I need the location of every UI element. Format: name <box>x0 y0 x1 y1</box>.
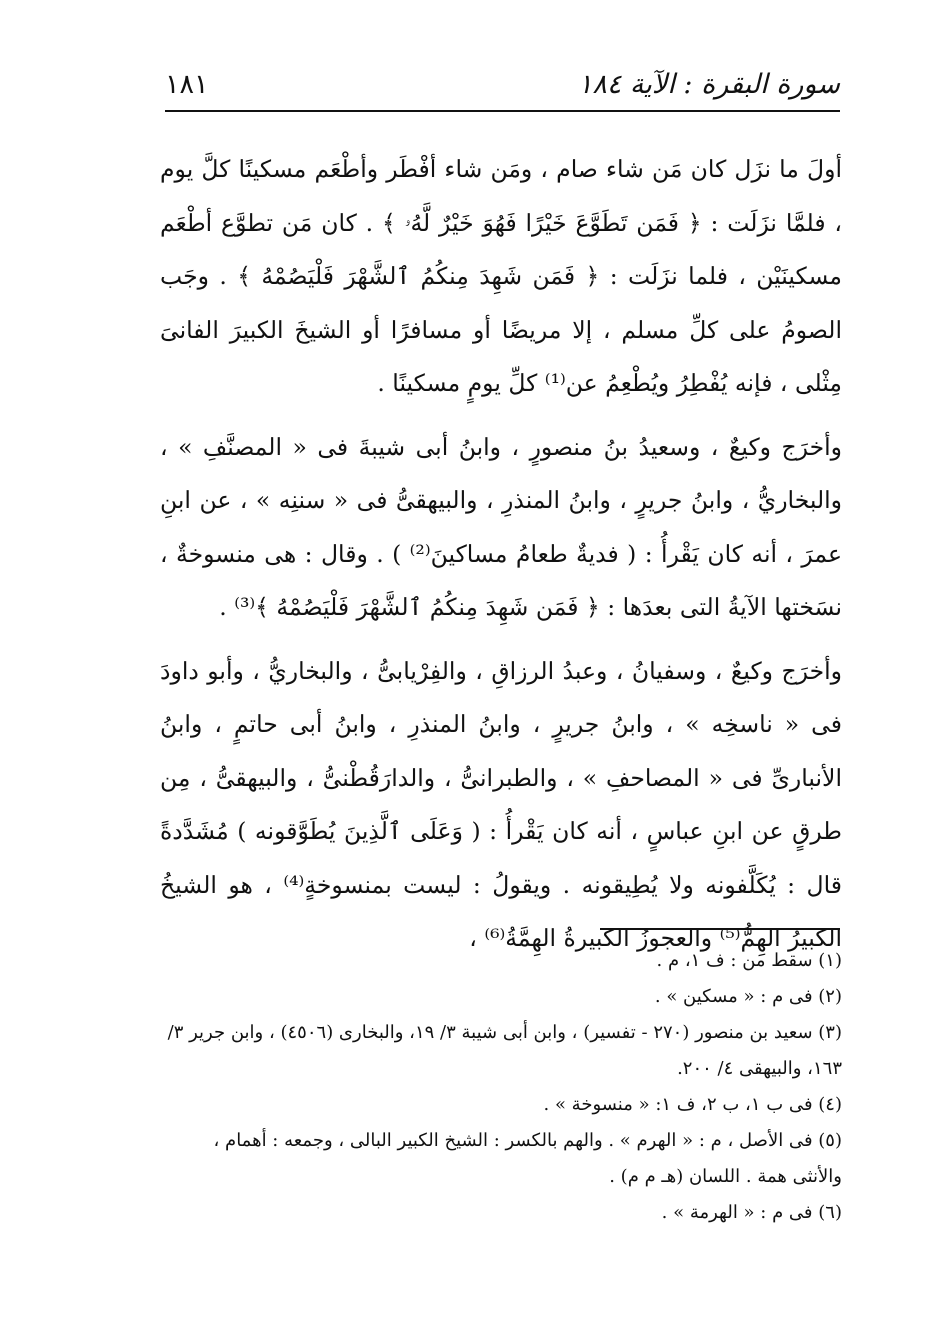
page-number: ١٨١ <box>165 68 209 100</box>
footnote: (٤) فى ب ١، ب ٢، ف ١: « منسوخة » . <box>543 1094 842 1115</box>
paragraph: وأخرَج وكيعٌ ، وسفيانُ ، وعبدُ الرزاقِ ، والفِرْيابىُّ ، والبخاريُّ ، وأبو داودَ فى « ناسخِه » ، وابنُ جريرٍ ، وابنُ المنذرِ ، وابنُ أبى حاتمٍ ، وابنُ الأنبارىِّ فى « المصاحفِ » ، والطبرانىُّ ، والدارَقُطْنىُّ ، والبيهقىُّ ، مِن طرقٍ عن ابنِ عباسٍ ، أنه كان يَقْرأُ : ( وَعَلَى ٱلَّذِينَ يُطَوَّقونه ) مُشَدَّدةً قال : يُكَلَّفونه ولا يُطِيقونه . ويقولُ : ليست بمنسوخةٍ⁽⁴⁾ ، هو الشيخُ الكبيرُ الهِمُّ⁽⁵⁾ والعجوزُ الكبيرةُ الهِمَّةُ⁽⁶⁾ ، <box>160 656 842 952</box>
paragraph: وأخرَج وكيعٌ ، وسعيدُ بنُ منصورٍ ، وابنُ أبى شيبةَ فى « المصنَّفِ » ، والبخاريُّ ، وابنُ جريرٍ ، وابنُ المنذرِ ، والبيهقىُّ فى « سننِه » ، عن ابنِ عمرَ ، أنه كان يَقْرأُ : ( فديةٌ طعامُ مساكينَ⁽²⁾ ) . وقال : هى منسوخةٌ ، نسَختها الآيةُ التى بعدَها : ﴿ فَمَن شَهِدَ مِنكُمُ ٱلشَّهْرَ فَلْيَصُمْهُ ﴾⁽³⁾ . <box>160 432 842 621</box>
footnote: (٦) فى م : « الهرمة » . <box>661 1202 842 1223</box>
footnotes <box>160 943 842 1231</box>
running-title: سورة البقرة : الآية ١٨٤ <box>577 68 840 100</box>
footnote-divider <box>600 928 840 930</box>
page-header <box>165 62 840 106</box>
main-text <box>160 143 842 966</box>
footnote: (٥) فى الأصل ، م : « الهرم » . والهم بالكسر : الشيخ الكبير البالى ، وجمعه : أهمام ، والأنثى همة . اللسان (هـ م م) . <box>213 1130 842 1187</box>
footnote: (١) سقط من : ف ١، م . <box>656 950 842 971</box>
paragraph: أولَ ما نزَل كان مَن شاء صام ، ومَن شاء أفْطَر وأطْعَم مسكينًا كلَّ يوم ، فلمَّا نزَلَت : ﴿ فَمَن تَطَوَّعَ خَيْرًا فَهُوَ خَيْرٌ لَّهُۥ ﴾ . كان مَن تطوَّع أطْعَم مسكينَيْن ، فلما نزَلَت : ﴿ فَمَن شَهِدَ مِنكُمُ ٱلشَّهْرَ فَلْيَصُمْهُ ﴾ . وجَب الصومُ على كلِّ مسلم ، إلا مريضًا أو مسافرًا أو الشيخَ الكبيرَ الفانىَ مِثْلى ، فإنه يُفْطِرُ ويُطْعِمُ عن⁽¹⁾ كلِّ يومٍ مسكينًا . <box>160 155 842 397</box>
header-divider <box>165 110 840 112</box>
footnote: (٣) سعيد بن منصور (٢٧٠ - تفسير) ، وابن أبى شيبة ٣/ ١٩، والبخارى (٤٥٠٦) ، وابن جرير ٣/ ١٦٣، والبيهقى ٤/ ٢٠٠. <box>167 1022 842 1079</box>
footnote: (٢) فى م : « مسكين » . <box>654 986 842 1007</box>
